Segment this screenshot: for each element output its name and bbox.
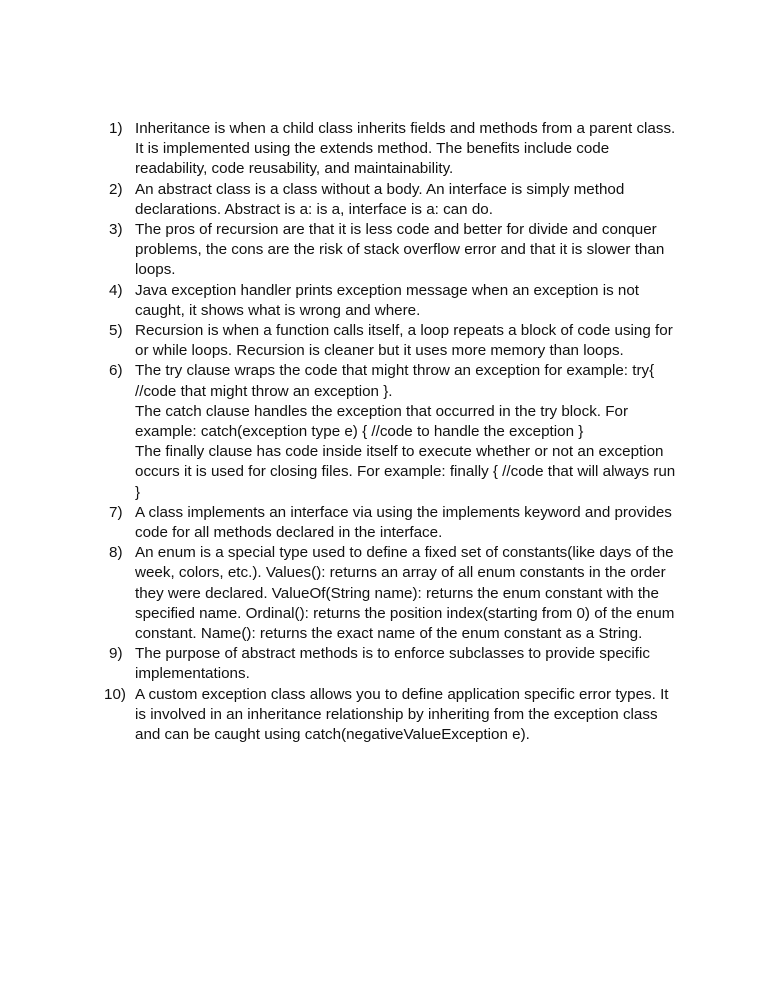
item-text: A custom exception class allows you to define application specific error types. It is involved in an inheritance relationship by inheriting from the exception class and can be caught using catch(negativeValueException e). <box>135 685 669 744</box>
item-number: 8) <box>109 544 123 562</box>
item-number: 7) <box>109 503 123 521</box>
item-number: 10) <box>104 685 126 703</box>
list-item <box>104 321 676 361</box>
item-text: An enum is a special type used to define a fixed set of constants(like days of the week, colors, etc.). Values(): returns an array of all enum constants in the order they were declared. ValueOf(String name): returns the enum constant with the specified name. Ordinal(): returns the position index(starting from 0) of the enum constant. Name(): returns the exact name of the enum constant as a String. <box>135 544 675 643</box>
item-number: 2) <box>109 180 123 198</box>
list-item <box>104 180 676 220</box>
list-item <box>104 361 676 502</box>
item-number: 1) <box>109 120 123 137</box>
item-text: An abstract class is a class without a body. An interface is simply method declarations. Abstract is a: is a, interface is a: can do. <box>135 180 625 218</box>
list-item <box>104 220 676 281</box>
answer-list <box>104 119 676 745</box>
item-text: Recursion is when a function calls itself, a loop repeats a block of code using for or while loops. Recursion is cleaner but it uses more memory than loops. <box>135 322 673 360</box>
item-number: 4) <box>109 281 123 299</box>
item-text: A class implements an interface via using the implements keyword and provides code for all methods declared in the interface. <box>135 503 672 542</box>
item-text: Inheritance is when a child class inherits fields and methods from a parent class. It is implemented using the extends method. The benefits include code readability, code reusability, and maintainability. <box>135 120 676 178</box>
list-item <box>104 685 676 746</box>
item-number: 9) <box>109 645 123 663</box>
list-item <box>104 644 676 684</box>
item-text: The pros of recursion are that it is less code and better for divide and conquer problems, the cons are the risk of stack overflow error and that it is slower than loops. <box>135 221 665 279</box>
list-item <box>104 543 676 644</box>
list-item <box>104 119 676 180</box>
list-item <box>104 281 676 321</box>
item-number: 5) <box>109 322 123 340</box>
item-text: The purpose of abstract methods is to enforce subclasses to provide specific implementations. <box>135 645 650 683</box>
item-text: Java exception handler prints exception message when an exception is not caught, it shows what is wrong and where. <box>135 281 640 319</box>
item-text-finally: The finally clause has code inside itself to execute whether or not an exception occurs it is used for closing files. For example: finally { //code that will always run } <box>135 443 676 501</box>
item-number: 3) <box>109 221 123 239</box>
item-text-try: The try clause wraps the code that might throw an exception for example: try{ //code that might throw an exception }. <box>135 362 655 400</box>
list-item <box>104 503 676 543</box>
item-text-catch: The catch clause handles the exception that occurred in the try block. For example: catch(exception type e) { //code to handle the exception } <box>135 402 629 441</box>
item-number: 6) <box>109 362 123 380</box>
